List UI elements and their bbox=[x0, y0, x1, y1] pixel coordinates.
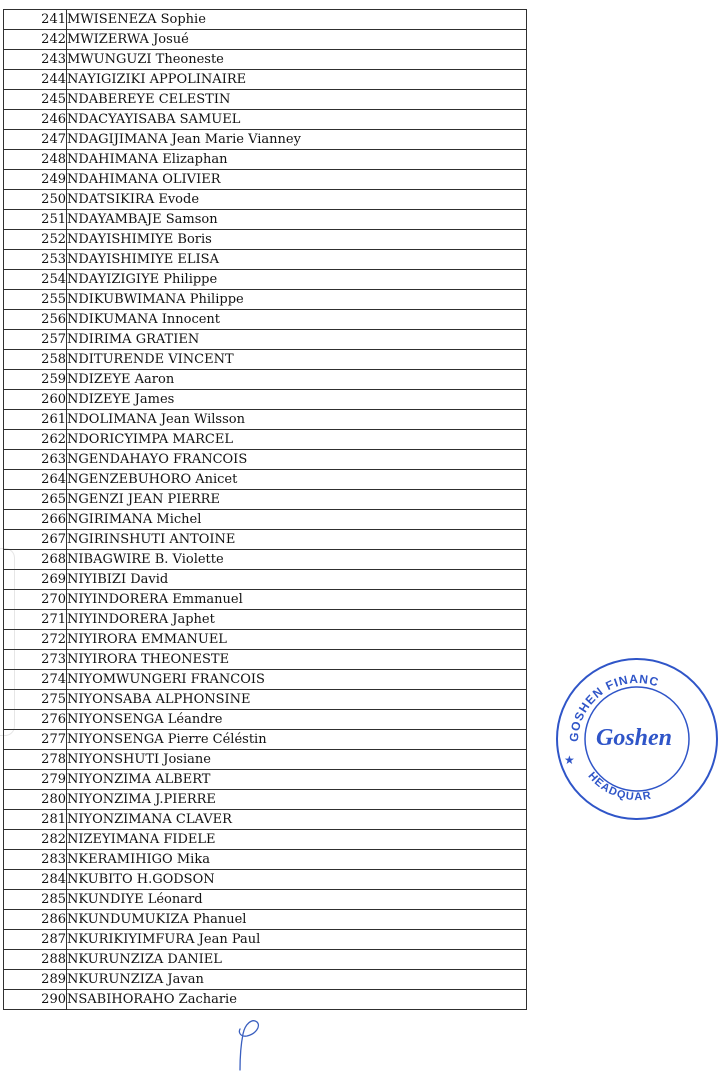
table-row bbox=[4, 370, 527, 390]
table-row bbox=[4, 150, 527, 170]
table-row bbox=[4, 810, 527, 830]
member-name: NIYONSENGA Pierre Céléstin bbox=[67, 730, 527, 750]
table-row bbox=[4, 190, 527, 210]
row-number: 284 bbox=[4, 870, 67, 890]
row-number: 265 bbox=[4, 490, 67, 510]
row-number: 269 bbox=[4, 570, 67, 590]
row-number: 248 bbox=[4, 150, 67, 170]
row-number: 259 bbox=[4, 370, 67, 390]
member-name: NKUNDUMUKIZA Phanuel bbox=[67, 910, 527, 930]
member-name: NIYOMWUNGERI FRANCOIS bbox=[67, 670, 527, 690]
table-row bbox=[4, 690, 527, 710]
member-name: NIYONSENGA Léandre bbox=[67, 710, 527, 730]
table-row bbox=[4, 850, 527, 870]
member-name: NDITURENDE VINCENT bbox=[67, 350, 527, 370]
table-row bbox=[4, 990, 527, 1010]
row-number: 256 bbox=[4, 310, 67, 330]
table-row bbox=[4, 870, 527, 890]
member-name: MWIZERWA Josué bbox=[67, 30, 527, 50]
table-row bbox=[4, 130, 527, 150]
member-name: NIYIRORA EMMANUEL bbox=[67, 630, 527, 650]
table-row bbox=[4, 610, 527, 630]
table-row bbox=[4, 290, 527, 310]
row-number: 276 bbox=[4, 710, 67, 730]
member-name: NDAHIMANA OLIVIER bbox=[67, 170, 527, 190]
row-number: 281 bbox=[4, 810, 67, 830]
member-list-body bbox=[4, 10, 527, 1010]
table-row bbox=[4, 830, 527, 850]
stamp-top-text: GOSHEN FINANC bbox=[566, 671, 661, 743]
member-name: NSABIHORAHO Zacharie bbox=[67, 990, 527, 1010]
row-number: 260 bbox=[4, 390, 67, 410]
table-row bbox=[4, 470, 527, 490]
table-row bbox=[4, 630, 527, 650]
member-name: NIYIRORA THEONESTE bbox=[67, 650, 527, 670]
member-name: NDAGIJIMANA Jean Marie Vianney bbox=[67, 130, 527, 150]
member-name: NIYINDORERA Emmanuel bbox=[67, 590, 527, 610]
table-row bbox=[4, 110, 527, 130]
member-name: NIYONSABA ALPHONSINE bbox=[67, 690, 527, 710]
member-name: NDATSIKIRA Evode bbox=[67, 190, 527, 210]
member-name: NDABEREYE CELESTIN bbox=[67, 90, 527, 110]
row-number: 288 bbox=[4, 950, 67, 970]
member-name: NIYONSHUTI Josiane bbox=[67, 750, 527, 770]
table-row bbox=[4, 50, 527, 70]
table-row bbox=[4, 230, 527, 250]
member-name: NKURUNZIZA Javan bbox=[67, 970, 527, 990]
table-row bbox=[4, 750, 527, 770]
row-number: 273 bbox=[4, 650, 67, 670]
row-number: 286 bbox=[4, 910, 67, 930]
member-name: NIBAGWIRE B. Violette bbox=[67, 550, 527, 570]
table-row bbox=[4, 710, 527, 730]
member-name: NKUNDIYE Léonard bbox=[67, 890, 527, 910]
row-number: 272 bbox=[4, 630, 67, 650]
member-name: NGENZEBUHORO Anicet bbox=[67, 470, 527, 490]
row-number: 290 bbox=[4, 990, 67, 1010]
row-number: 287 bbox=[4, 930, 67, 950]
row-number: 245 bbox=[4, 90, 67, 110]
member-name: NDAHIMANA Elizaphan bbox=[67, 150, 527, 170]
row-number: 270 bbox=[4, 590, 67, 610]
table-row bbox=[4, 910, 527, 930]
row-number: 278 bbox=[4, 750, 67, 770]
row-number: 250 bbox=[4, 190, 67, 210]
member-name: NDIZEYE James bbox=[67, 390, 527, 410]
member-name: NGIRIMANA Michel bbox=[67, 510, 527, 530]
headquarters-stamp bbox=[552, 654, 722, 824]
table-row bbox=[4, 570, 527, 590]
member-name: NKUBITO H.GODSON bbox=[67, 870, 527, 890]
row-number: 271 bbox=[4, 610, 67, 630]
row-number: 262 bbox=[4, 430, 67, 450]
member-name: NDAYISHIMIYE Boris bbox=[67, 230, 527, 250]
table-row bbox=[4, 790, 527, 810]
member-name: NIZEYIMANA FIDELE bbox=[67, 830, 527, 850]
row-number: 243 bbox=[4, 50, 67, 70]
row-number: 255 bbox=[4, 290, 67, 310]
row-number: 261 bbox=[4, 410, 67, 430]
member-name: NDORICYIMPA MARCEL bbox=[67, 430, 527, 450]
table-row bbox=[4, 270, 527, 290]
table-row bbox=[4, 590, 527, 610]
row-number: 285 bbox=[4, 890, 67, 910]
row-number: 282 bbox=[4, 830, 67, 850]
table-row bbox=[4, 650, 527, 670]
table-row bbox=[4, 510, 527, 530]
member-name: NDAYAMBAJE Samson bbox=[67, 210, 527, 230]
row-number: 268 bbox=[4, 550, 67, 570]
row-number: 274 bbox=[4, 670, 67, 690]
member-name: MWISENEZA Sophie bbox=[67, 10, 527, 30]
member-list-table bbox=[3, 9, 527, 1010]
row-number: 267 bbox=[4, 530, 67, 550]
table-row bbox=[4, 490, 527, 510]
member-name: NDIKUMANA Innocent bbox=[67, 310, 527, 330]
row-number: 279 bbox=[4, 770, 67, 790]
table-row bbox=[4, 450, 527, 470]
member-name: NDIKUBWIMANA Philippe bbox=[67, 290, 527, 310]
row-number: 266 bbox=[4, 510, 67, 530]
row-number: 283 bbox=[4, 850, 67, 870]
member-name: NIYINDORERA Japhet bbox=[67, 610, 527, 630]
stamp-star-icon: ★ bbox=[564, 753, 575, 767]
table-row bbox=[4, 890, 527, 910]
member-name: NDIRIMA GRATIEN bbox=[67, 330, 527, 350]
member-name: NKURUNZIZA DANIEL bbox=[67, 950, 527, 970]
row-number: 275 bbox=[4, 690, 67, 710]
member-name: MWUNGUZI Theoneste bbox=[67, 50, 527, 70]
member-name: NGENZI JEAN PIERRE bbox=[67, 490, 527, 510]
row-number: 244 bbox=[4, 70, 67, 90]
table-row bbox=[4, 170, 527, 190]
row-number: 258 bbox=[4, 350, 67, 370]
member-name: NGIRINSHUTI ANTOINE bbox=[67, 530, 527, 550]
table-row bbox=[4, 430, 527, 450]
member-name: NDAYISHIMIYE ELISA bbox=[67, 250, 527, 270]
table-row bbox=[4, 30, 527, 50]
member-name: NDIZEYE Aaron bbox=[67, 370, 527, 390]
table-row bbox=[4, 950, 527, 970]
member-name: NDACYAYISABA SAMUEL bbox=[67, 110, 527, 130]
row-number: 253 bbox=[4, 250, 67, 270]
row-number: 249 bbox=[4, 170, 67, 190]
row-number: 257 bbox=[4, 330, 67, 350]
table-row bbox=[4, 730, 527, 750]
row-number: 254 bbox=[4, 270, 67, 290]
member-name: NIYIBIZI David bbox=[67, 570, 527, 590]
member-name: NIYONZIMA J.PIERRE bbox=[67, 790, 527, 810]
member-name: NIYONZIMA ALBERT bbox=[67, 770, 527, 790]
stamp-bottom-text: HEADQUAR bbox=[585, 770, 653, 804]
member-name: NAYIGIZIKI APPOLINAIRE bbox=[67, 70, 527, 90]
member-name: NDAYIZIGIYE Philippe bbox=[67, 270, 527, 290]
row-number: 252 bbox=[4, 230, 67, 250]
table-row bbox=[4, 410, 527, 430]
stamp-center-text: Goshen bbox=[596, 725, 673, 751]
table-row bbox=[4, 250, 527, 270]
row-number: 246 bbox=[4, 110, 67, 130]
signature bbox=[226, 1014, 266, 1076]
row-number: 289 bbox=[4, 970, 67, 990]
row-number: 251 bbox=[4, 210, 67, 230]
row-number: 277 bbox=[4, 730, 67, 750]
table-row bbox=[4, 930, 527, 950]
row-number: 247 bbox=[4, 130, 67, 150]
table-row bbox=[4, 770, 527, 790]
row-number: 241 bbox=[4, 10, 67, 30]
table-row bbox=[4, 670, 527, 690]
table-row bbox=[4, 350, 527, 370]
table-row bbox=[4, 70, 527, 90]
row-number: 263 bbox=[4, 450, 67, 470]
row-number: 280 bbox=[4, 790, 67, 810]
member-name: NIYONZIMANA CLAVER bbox=[67, 810, 527, 830]
table-row bbox=[4, 530, 527, 550]
table-row bbox=[4, 310, 527, 330]
table-row bbox=[4, 90, 527, 110]
table-row bbox=[4, 390, 527, 410]
table-row bbox=[4, 550, 527, 570]
row-number: 242 bbox=[4, 30, 67, 50]
table-row bbox=[4, 330, 527, 350]
member-name: NKERAMIHIGO Mika bbox=[67, 850, 527, 870]
table-row bbox=[4, 970, 527, 990]
member-name: NDOLIMANA Jean Wilsson bbox=[67, 410, 527, 430]
table-row bbox=[4, 10, 527, 30]
member-name: NGENDAHAYO FRANCOIS bbox=[67, 450, 527, 470]
table-row bbox=[4, 210, 527, 230]
member-name: NKURIKIYIMFURA Jean Paul bbox=[67, 930, 527, 950]
row-number: 264 bbox=[4, 470, 67, 490]
